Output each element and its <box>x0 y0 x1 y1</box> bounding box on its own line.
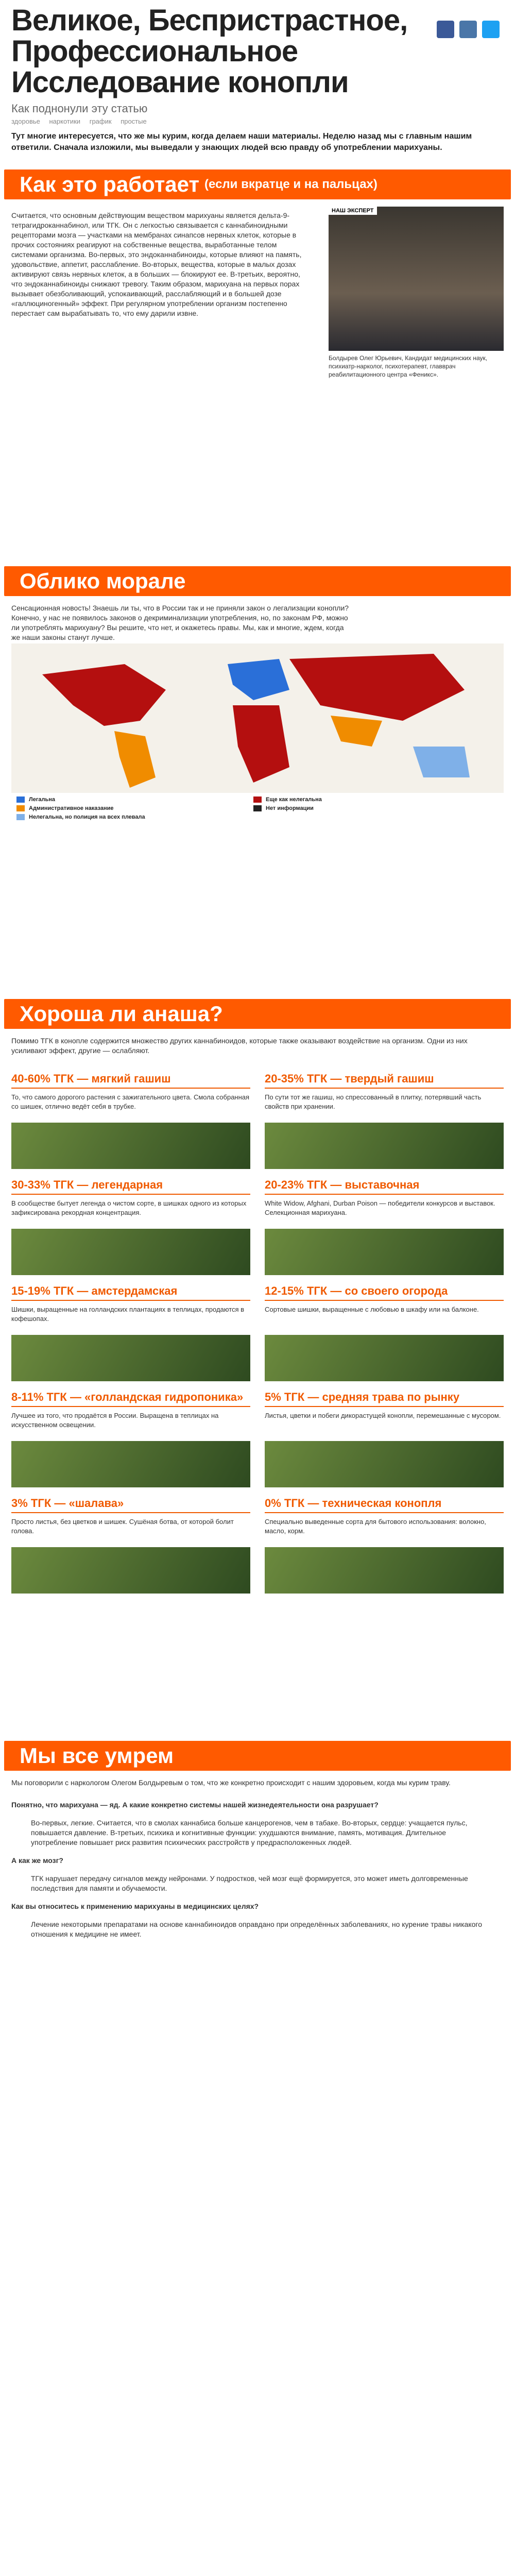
expert-photo <box>329 207 504 379</box>
heading-text: Хороша ли анаша? <box>20 1002 223 1026</box>
tag-list <box>11 117 504 125</box>
legend-label: Еще как нелегальна <box>266 796 322 803</box>
strength-text: Просто листья, без цветков и шишек. Сушёная ботва, от которой болит голова. <box>11 1518 234 1535</box>
strength-title: 12-15% ТГК — со своего огорода <box>265 1284 504 1301</box>
page-subtitle: Как поднонули эту статью <box>11 102 148 115</box>
world-map-graphic <box>11 643 504 793</box>
legend-label: Нет информации <box>266 805 314 811</box>
strength-text: White Widow, Afghani, Durban Poison — победители конкурсов и выставок. Селекционная марихуана. <box>265 1199 495 1216</box>
section-heading <box>4 1741 511 1771</box>
strength-image <box>11 1123 250 1169</box>
strength-card <box>265 1063 504 1169</box>
section-heading <box>4 566 511 596</box>
strength-card <box>265 1275 504 1381</box>
strength-image <box>11 1441 250 1487</box>
strength-title: 40-60% ТГК — мягкий гашиш <box>11 1072 250 1089</box>
strength-image <box>11 1335 250 1381</box>
section-heading <box>4 999 511 1029</box>
strength-text: То, что самого дорогого растения с зажигательного цвета. Смола собранная со шишек, отлично ведёт себя в трубке. <box>11 1093 250 1110</box>
strength-image <box>265 1229 504 1275</box>
page-title: Великое, Беспристрастное, Профессиональное Исследование конопли <box>11 4 408 99</box>
section-how <box>0 170 515 566</box>
world-map <box>11 643 504 824</box>
question: Понятно, что марихуана — яд. А какие конкретно системы нашей жизнедеятельности она разрушает? <box>11 1801 379 1809</box>
legend-label: Административное наказание <box>29 805 114 811</box>
section-dead <box>0 1741 515 2576</box>
strength-image <box>265 1123 504 1169</box>
map-legend <box>11 793 504 824</box>
strength-title: 0% ТГК — техническая конопля <box>265 1497 504 1513</box>
map-text: Сенсационная новость! Знаешь ли ты, что в России так и не приняли закон о легализации конопли? Конечно, у нас не появилось законов о декриминализации употребления, но, по законам РФ, можно ли употреблять марихуану? Вы решите, что нет, и окажетесь правы. Мы, как и многие, ждем, когда же наши законы станут лучше. <box>11 604 349 641</box>
share-buttons <box>437 21 500 38</box>
vk-icon[interactable] <box>459 21 477 38</box>
strength-title: 30-33% ТГК — легендарная <box>11 1178 250 1195</box>
strength-title: 15-19% ТГК — амстердамская <box>11 1284 250 1301</box>
heading-text: Как это работает <box>20 172 200 196</box>
strength-text: В сообществе бытует легенда о чистом сорте, в шишках одного из которых зафиксирована рекордная концентрация. <box>11 1199 247 1216</box>
question: А как же мозг? <box>11 1856 63 1865</box>
answer: ТГК нарушает передачу сигналов между нейронами. У подростков, чей мозг ещё формируется, это может иметь долговременные последствия для памяти и обучаемости. <box>31 1874 468 1892</box>
section-strength <box>0 999 515 1741</box>
heading-text: Мы все умрем <box>20 1743 174 1768</box>
tag-link[interactable]: здоровье <box>11 117 40 125</box>
heading-text: Облико морале <box>20 569 186 593</box>
strength-text: По сути тот же гашиш, но спрессованный в плитку, потерявший часть свойств при хранении. <box>265 1093 482 1110</box>
tag-link[interactable]: простые <box>121 117 147 125</box>
strength-card <box>265 1487 504 1594</box>
how-text: Считается, что основным действующим веществом марихуаны является дельта-9-тетрагидроканнабинол, или ТГК. Он с легкостью связывается с каннабиноидными рецепторами мозга — участками на мембранах синапсов нервных клеток, которые в прочих состояниях реагируют на собственные вещества, выработанные телом системами организма. Во-первых, это эндоканнабиноиды, которые влияют на память, удовольствие, аппетит, расслабление. Во-вторых, вещества, которые в малых дозах активируют связь нервных клеток, а в больших — блокируют ее. В-третьих, вероятно, что эндоканнабиноиды снижают тревогу. Таким образом, марихуана на первых порах вызывает обезболивающий, успокаивающий, расслабляющий и в большей дозе «галлюциногенный» эффект. При регулярном употреблении организм постепенно перестает сам вырабатывать то, что ему дарили извне. <box>11 211 302 317</box>
tag-link[interactable]: наркотики <box>49 117 81 125</box>
strength-image <box>11 1547 250 1594</box>
tag-link[interactable]: график <box>89 117 112 125</box>
strength-title: 5% ТГК — средняя трава по рынку <box>265 1391 504 1407</box>
legend-item <box>16 805 233 811</box>
strength-title: 3% ТГК — «шалава» <box>11 1497 250 1513</box>
legend-item <box>16 814 233 821</box>
expert-image <box>329 207 504 351</box>
strength-grid <box>0 1063 515 1594</box>
strength-card <box>11 1063 250 1169</box>
question: Как вы относитесь к применению марихуаны в медицинских целях? <box>11 1902 259 1910</box>
legend-item <box>253 796 470 803</box>
expert-caption: Болдырев Олег Юрьевич, Кандидат медицинских наук, психиатр-нарколог, психотерапевт, главврач реабилитационного центра «Феникс». <box>329 354 488 378</box>
strength-title: 20-35% ТГК — твердый гашиш <box>265 1072 504 1089</box>
legend-item <box>253 805 470 811</box>
section-map <box>0 566 515 999</box>
strength-title: 8-11% ТГК — «голландская гидропоника» <box>11 1391 250 1407</box>
strength-image <box>265 1547 504 1594</box>
strength-card <box>265 1169 504 1275</box>
strength-card <box>265 1381 504 1487</box>
strength-title: 20-23% ТГК — выставочная <box>265 1178 504 1195</box>
strength-image <box>11 1229 250 1275</box>
expert-badge: НАШ ЭКСПЕРТ <box>329 207 377 215</box>
strength-intro: Помимо ТГК в конопле содержится множество других каннабиноидов, которые также оказывают воздействие на организм. Одни из них усиливают эффект, другие — ослабляют. <box>11 1037 468 1055</box>
legend-label: Нелегальна, но полиция на всех плевала <box>29 814 145 821</box>
legend-label: Легальна <box>29 796 56 803</box>
legend-item <box>16 796 233 803</box>
heading-note: (если вкратце и на пальцах) <box>204 177 377 191</box>
strength-card <box>11 1169 250 1275</box>
strength-text: Шишки, выращенные на голландских плантациях в теплицах, продаются в кофешопах. <box>11 1306 245 1323</box>
dead-intro: Мы поговорили с наркологом Олегом Болдыревым о том, что же конкретно происходит с нашим здоровьем, когда мы курим траву. <box>11 1778 451 1787</box>
strength-text: Сортовые шишки, выращенные с любовью в шкафу или на балконе. <box>265 1306 479 1313</box>
answer: Во-первых, легкие. Считается, что в смолах каннабиса больше канцерогенов, чем в табаке. Во-вторых, сердце: учащается пульс, повышается давление. В-третьих, психика и когнитивные функции: ухудшаются внимание, память, мотивация. Длительное употребление повышает риск развития психических расстройств у предрасположенных людей. <box>31 1819 468 1846</box>
section-heading <box>4 170 511 199</box>
header <box>0 0 515 129</box>
facebook-icon[interactable] <box>437 21 454 38</box>
strength-image <box>265 1335 504 1381</box>
strength-text: Специально выведенные сорта для бытового использования: волокно, масло, корм. <box>265 1518 486 1535</box>
strength-image <box>265 1441 504 1487</box>
strength-card <box>11 1381 250 1487</box>
intro-text: Тут многие интересуется, что же мы курим, когда делаем наши материалы. Неделю назад мы с главным нашим ответили. Сначала изложили, мы выведали у знающих людей всю правду об употреблении марихуаны. <box>11 132 472 152</box>
strength-text: Листья, цветки и побеги дикорастущей конопли, перемешанные с мусором. <box>265 1412 501 1419</box>
strength-card <box>11 1275 250 1381</box>
strength-text: Лучшее из того, что продаётся в России. Выращена в теплицах на искусственном освещении. <box>11 1412 219 1429</box>
twitter-icon[interactable] <box>482 21 500 38</box>
answer: Лечение некоторыми препаратами на основе каннабиноидов оправдано при определённых заболеваниях, но курение травы никакого отношения к медицине не имеет. <box>31 1920 482 1938</box>
strength-card <box>11 1487 250 1594</box>
